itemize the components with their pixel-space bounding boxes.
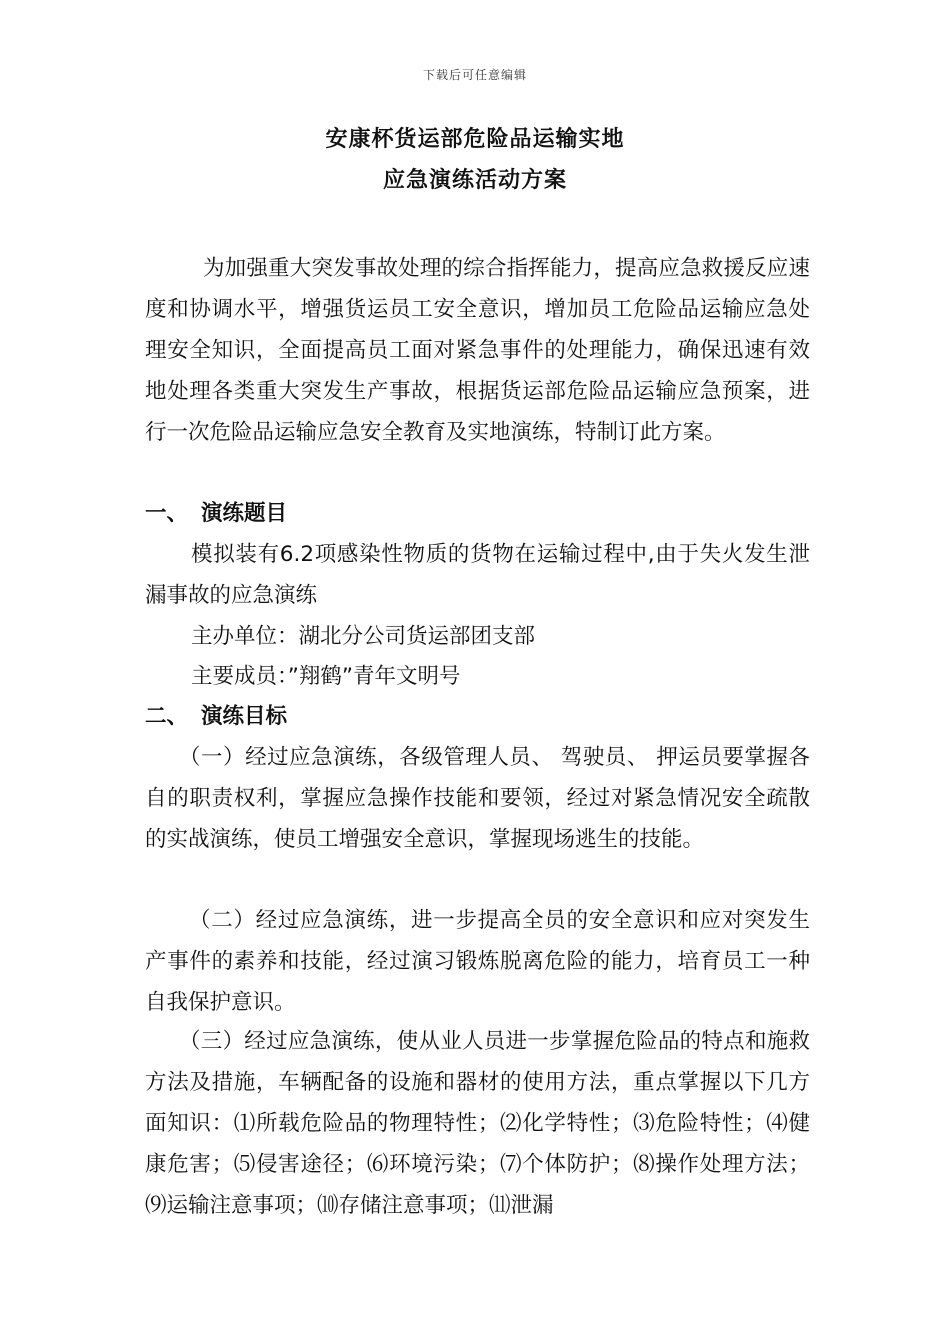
objective-2-paragraph: （二）经过应急演练，进一步提高全员的安全意识和应对突发生产事件的素养和技能，经过演习锻炼脱离危险的能力，培育员工一种自我保护意识。 xyxy=(145,908,810,1015)
section-1-heading xyxy=(145,493,287,534)
section-2-number: 二、 xyxy=(145,704,189,729)
section-1-number: 一、 xyxy=(145,501,189,526)
section-1-topic-paragraph: 模拟装有6.2项感染性物质的货物在运输过程中,由于失火发生泄漏事故的应急演练 xyxy=(145,542,810,608)
section-2-title: 演练目标 xyxy=(201,704,288,729)
objective-3-paragraph: （三）经过应急演练，使从业人员进一步掌握危险品的特点和施救方法及措施，车辆配备的设施和器材的使用方法，重点掌握以下几方面知识：⑴所载危险品的物理特性；⑵化学特性；⑶危险特性；⑷健康危害；⑸侵害途径；⑹环境污染；⑺个体防护；⑻操作处理方法；⑼运输注意事项；⑽存储注意事项；⑾泄漏 xyxy=(145,1029,810,1218)
objective-1-paragraph: （一）经过应急演练，各级管理人员、 驾驶员、 押运员要掌握各自的职责权利，掌握应急操作技能和要领，经过对紧急情况安全疏散的实战演练，使员工增强安全意识，掌握现场逃生的技能。 xyxy=(145,745,810,852)
section-1-title: 演练题目 xyxy=(201,501,288,526)
header-note: 下载后可任意编辑 xyxy=(422,68,527,82)
intro-paragraph: 为加强重大突发事故处理的综合指挥能力，提高应急救援反应速度和协调水平，增强货运员工安全意识，增加员工危险品运输应急处理安全知识，全面提高员工面对紧急事件的处理能力，确保迅速有效地处理各类重大突发生产事故，根据货运部危险品运输应急预案，进行一次危险品运输应急安全教育及实地演练，特制订此方案。 xyxy=(145,256,810,445)
document-title-line-2: 应急演练活动方案 xyxy=(382,168,567,193)
section-2-heading xyxy=(145,696,287,737)
host-organization-line: 主办单位：湖北分公司货运部团支部 xyxy=(191,624,536,649)
document-title-line-1: 安康杯货运部危险品运输实地 xyxy=(325,127,625,152)
main-members-line: 主要成员：”翔鹤”青年文明号 xyxy=(191,664,461,689)
